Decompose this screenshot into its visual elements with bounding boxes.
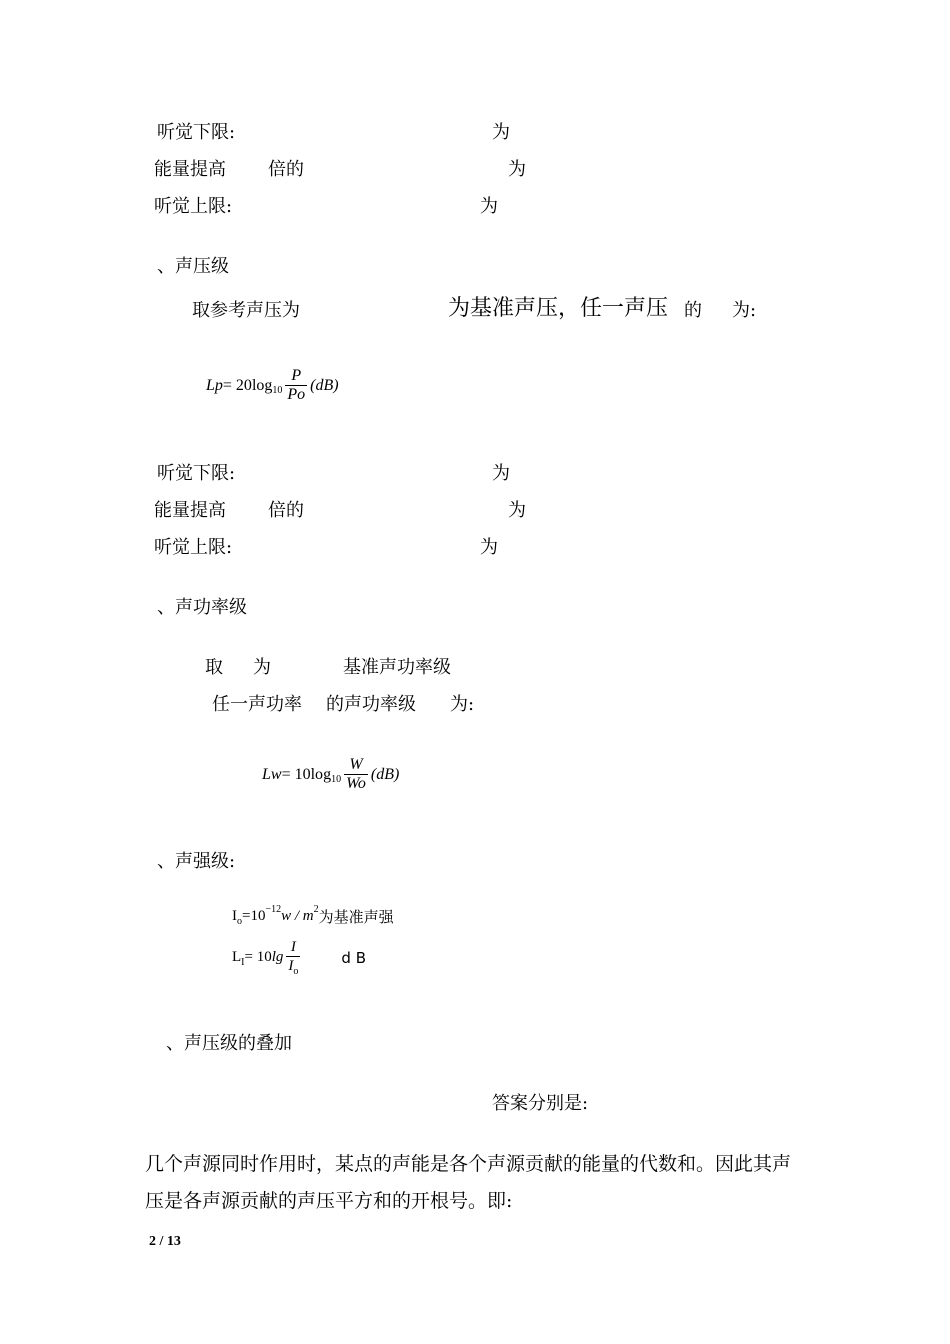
level-denominator-subscript: o: [293, 966, 299, 977]
formula-lhs: Lw: [262, 765, 282, 783]
lower-limit-label-2: 听觉下限:: [157, 463, 236, 484]
paragraph-line-2: 压是各声源贡献的声压平方和的开根号。即:: [145, 1190, 513, 1212]
formula-log-g: g: [323, 765, 332, 783]
section-heading-sound-pressure-level: 、声压级: [157, 256, 229, 277]
upper-limit-value-2: 为: [480, 537, 498, 558]
lower-limit-value-2: 为: [492, 463, 510, 484]
formula-unit: (dB): [370, 765, 400, 783]
sound-power-level-formula: [262, 756, 399, 793]
reference-intensity-formula: [232, 906, 394, 927]
energy-times-label: 倍的: [268, 159, 304, 180]
upper-limit-label-2: 听觉上限:: [154, 537, 233, 558]
formula-log-base: 10: [331, 774, 342, 785]
level-fraction: [286, 938, 300, 977]
power-reference-text: 基准声功率级: [343, 657, 451, 678]
intensity-level-formula: [232, 938, 366, 977]
sound-power-level-as: 为:: [450, 694, 475, 715]
energy-increase-label: 能量提高: [154, 159, 226, 180]
energy-times-label-2: 倍的: [268, 500, 304, 521]
paragraph-line-1: 几个声源同时作用时，某点的声能是各个声源贡献的能量的代数和。因此其声: [145, 1153, 792, 1175]
formula-denominator: Po: [287, 386, 306, 403]
formula-fraction: [285, 367, 307, 404]
sound-power-level-text: 的声功率级: [326, 694, 416, 715]
level-denominator-symbol: I: [288, 958, 294, 974]
page-number: 2 / 13: [149, 1234, 181, 1249]
reference-pressure-text: 取参考声压为: [192, 300, 300, 321]
level-numerator: I: [290, 939, 296, 955]
formula-log-base: 10: [272, 385, 283, 396]
intensity-unit: w / m: [281, 908, 314, 924]
level-subscript: I: [241, 957, 245, 968]
energy-increase-label-2: 能量提高: [154, 500, 226, 521]
lower-limit-value: 为: [492, 122, 510, 143]
lower-limit-label: 听觉下限:: [157, 122, 236, 143]
formula-lhs: Lp: [206, 376, 223, 394]
level-symbol: L: [232, 949, 242, 965]
level-denominator: [286, 956, 300, 977]
answers-label: 答案分别是:: [492, 1093, 589, 1114]
section-heading-sound-pressure-superposition: 、声压级的叠加: [166, 1033, 292, 1054]
upper-limit-value: 为: [480, 196, 498, 217]
formula-log-g: g: [264, 376, 273, 394]
energy-value: 为: [508, 159, 526, 180]
formula-log: lo: [251, 376, 265, 394]
formula-fraction: [344, 756, 368, 793]
intensity-subscript: o: [237, 916, 242, 927]
power-reference-take: 取: [205, 657, 223, 678]
sound-pressure-level-formula: [206, 367, 339, 404]
formula-eq: = 10: [281, 765, 311, 783]
intensity-unit-square: 2: [313, 904, 319, 915]
any-sound-power-text: 任一声功率: [212, 694, 302, 715]
intensity-symbol: I: [232, 908, 237, 924]
level-unit: d B: [341, 948, 366, 967]
upper-limit-label: 听觉上限:: [154, 196, 233, 217]
formula-numerator: W: [349, 756, 363, 773]
power-reference-as: 为: [253, 657, 271, 678]
section-heading-sound-intensity-level: 、声强级:: [157, 851, 236, 872]
section-heading-sound-power-level: 、声功率级: [157, 597, 247, 618]
intensity-eq: =10: [242, 908, 266, 924]
formula-denominator: Wo: [346, 775, 366, 792]
energy-value-2: 为: [508, 500, 526, 521]
reference-intensity-text: 为基准声强: [318, 908, 394, 926]
formula-numerator: P: [291, 367, 302, 384]
formula-log: lo: [310, 765, 324, 783]
reference-pressure-text-2: 为基准声压，任一声压: [448, 296, 669, 321]
reference-pressure-text-3: 的: [684, 300, 702, 321]
formula-eq: = 20: [222, 376, 252, 394]
level-lg: lg: [271, 949, 284, 965]
formula-unit: (dB): [310, 376, 339, 394]
reference-pressure-text-4: 为:: [732, 300, 757, 321]
intensity-exponent: −12: [265, 904, 282, 915]
level-eq: = 10: [244, 949, 272, 965]
